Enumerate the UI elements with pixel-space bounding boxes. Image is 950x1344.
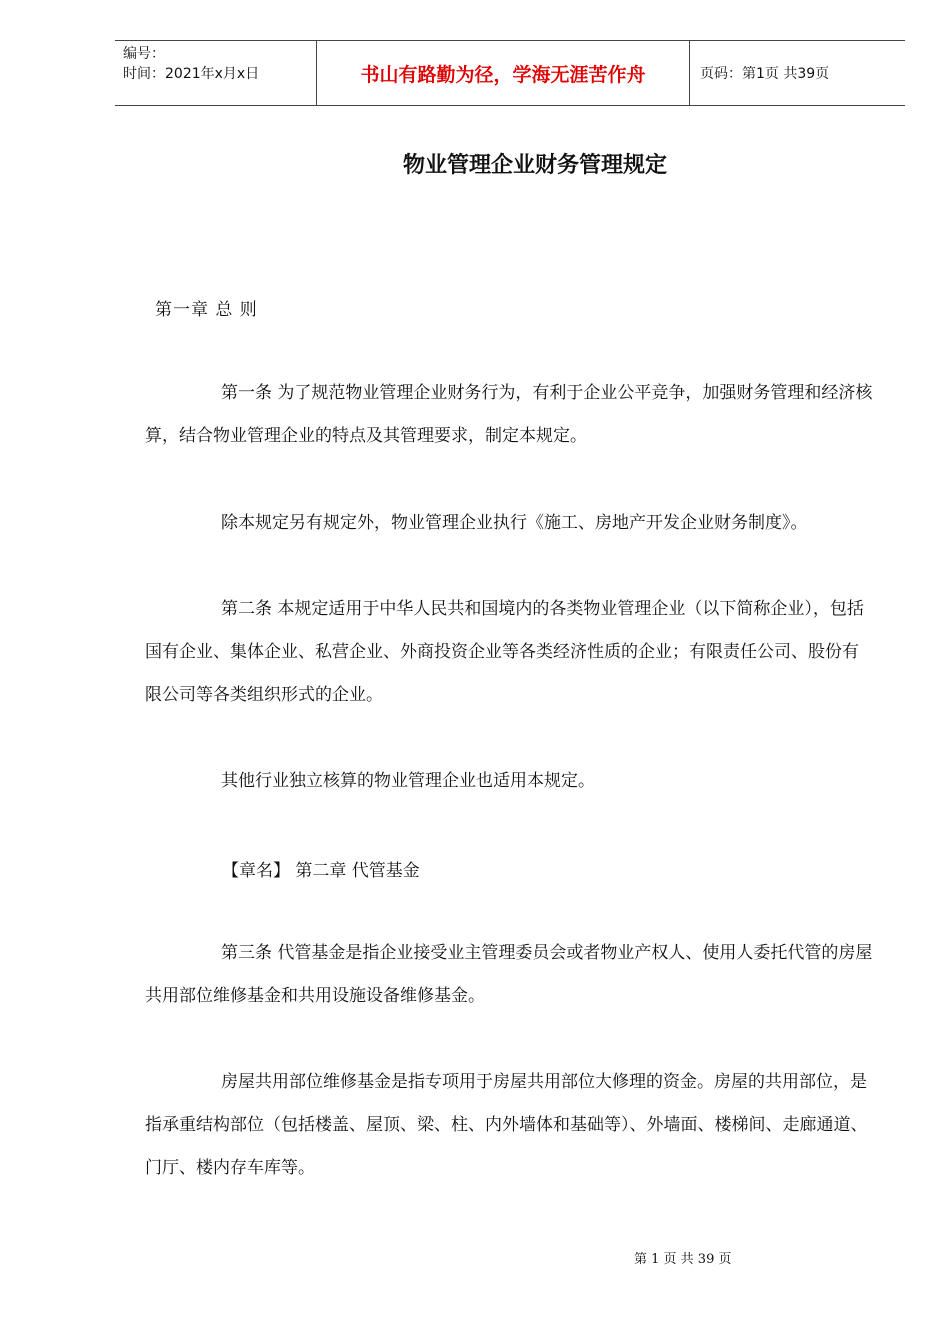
article-paragraph [145, 372, 875, 458]
article-paragraph [145, 932, 875, 1018]
number-label: 编号： [123, 46, 165, 62]
article-1: 第一条 为了规范物业管理企业财务行为，有利于企业公平竞争，加强财务管理和经济核算，结合物业管理企业的特点及其管理要求，制定本规定。 [145, 383, 873, 446]
header-meta [115, 41, 316, 105]
article-2: 第二条 本规定适用于中华人民共和国境内的各类物业管理企业（以下简称企业），包括国有企业、集体企业、私营企业、外商投资企业等各类经济性质的企业；有限责任公司、股份有限公司等各类组织形式的企业。 [145, 599, 864, 705]
page-header [115, 40, 905, 106]
article-paragraph [145, 588, 875, 717]
article-3-extra: 房屋共用部位维修基金是指专项用于房屋共用部位大修理的资金。房屋的共用部位，是指承重结构部位（包括楼盖、屋顶、梁、柱、内外墙体和基础等）、外墙面、楼梯间、走廊通道、门厅、楼内存车库等。 [145, 1072, 868, 1178]
time-label: 时间：2021年x月x日 [123, 66, 260, 82]
document-title: 物业管理企业财务管理规定 [402, 152, 667, 178]
page-footer: 第 1 页 共 39 页 [634, 1252, 732, 1267]
article-1-extra: 除本规定另有规定外，物业管理企业执行《施工、房地产开发企业财务制度》。 [221, 513, 808, 533]
chapter-heading: 第一章 总 则 [155, 300, 258, 320]
header-motto: 书山有路勤为径，学海无涯苦作舟 [316, 41, 690, 105]
article-3: 第三条 代管基金是指企业接受业主管理委员会或者物业产权人、使用人委托代管的房屋共用部位维修基金和共用设施设备维修基金。 [145, 943, 873, 1006]
chapter-heading: 【章名】 第二章 代管基金 [222, 861, 420, 881]
article-paragraph [145, 502, 875, 545]
article-2-extra: 其他行业独立核算的物业管理企业也适用本规定。 [221, 771, 595, 791]
header-page-info: 页码：第1页 共39页 [700, 66, 830, 82]
article-paragraph [145, 760, 875, 803]
article-paragraph [145, 1061, 875, 1190]
